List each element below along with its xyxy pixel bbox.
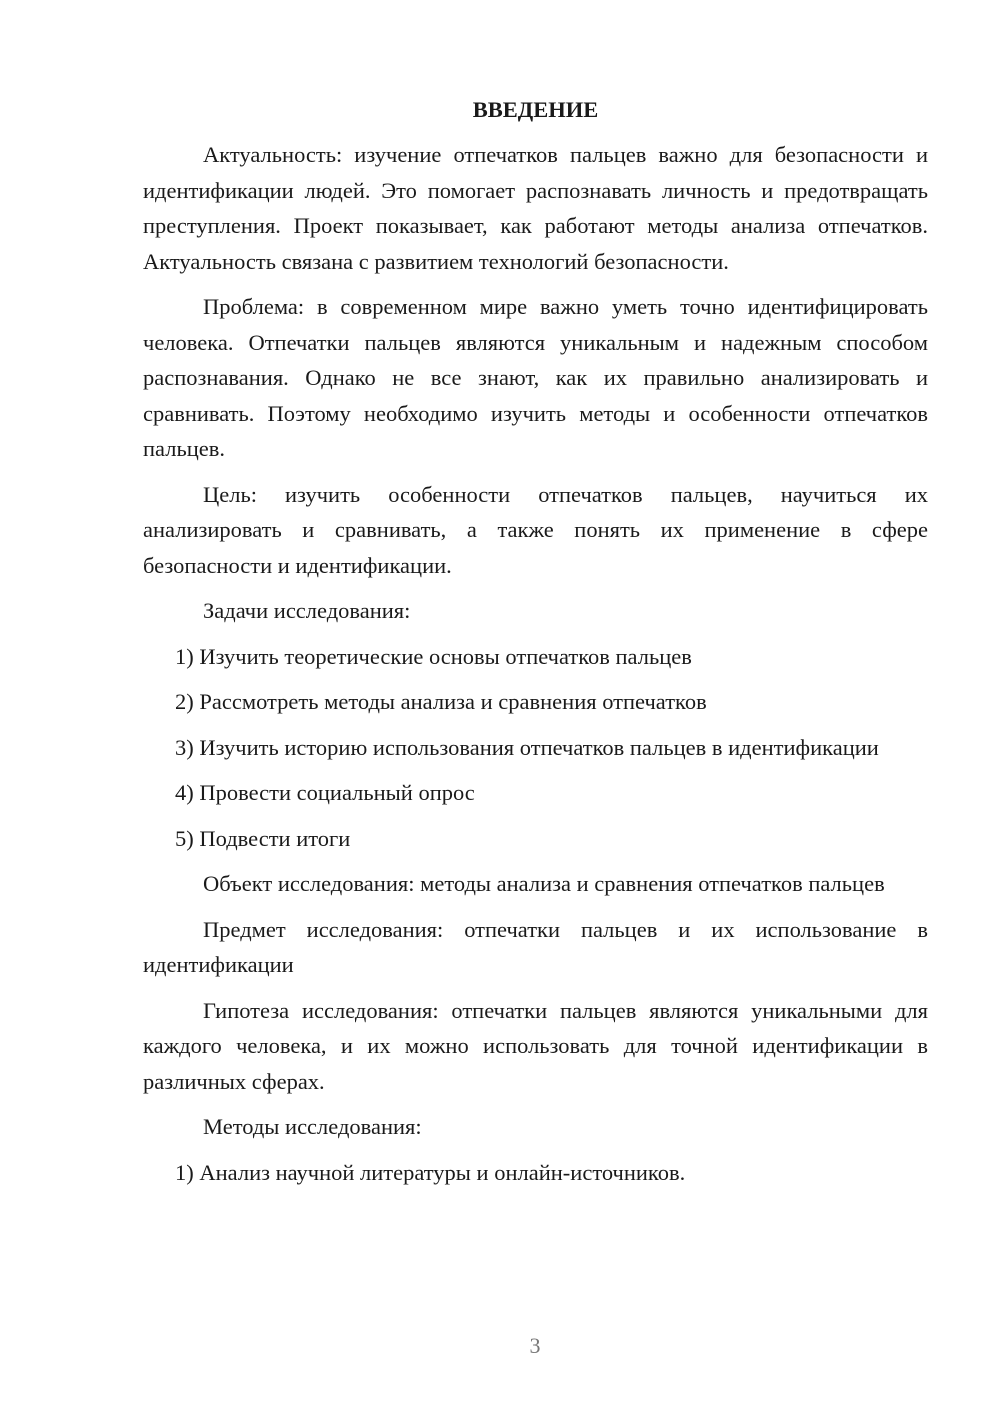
hypothesis-paragraph: Гипотеза исследования: отпечатки пальцев являются уникальными для каждого человека, и их можно использовать для точной идентификации в различных сферах. (143, 997, 928, 1094)
problem-paragraph: Проблема: в современном мире важно уметь точно идентифицировать человека. Отпечатки пальцев являются уникальным и надежным способом распознавания. Однако не все знают, как их правильно анализировать и сравнивать. Поэтому необходимо изучить методы и особенности отпечатков пальцев. (143, 294, 928, 461)
method-item-1: 1) Анализ научной литературы и онлайн-источников. (175, 1159, 686, 1185)
goal-paragraph: Цель: изучить особенности отпечатков пальцев, научиться их анализировать и сравнивать, а также понять их применение в сфере безопасности и идентификации. (143, 481, 928, 578)
methods-heading: Методы исследования: (203, 1114, 422, 1139)
task-item-5: 5) Подвести итоги (175, 825, 351, 851)
subject-paragraph: Предмет исследования: отпечатки пальцев и их использование в идентификации (143, 916, 928, 977)
relevance-paragraph: Актуальность: изучение отпечатков пальцев важно для безопасности и идентификации людей. Это помогает распознавать личность и предотвращать преступления. Проект показывает, как работают методы анализа отпечатков. Актуальность связана с развитием технологий безопасности. (143, 142, 928, 274)
task-item-4: 4) Провести социальный опрос (175, 780, 475, 805)
page-content (143, 92, 928, 1200)
task-item-2: 2) Рассмотреть методы анализа и сравнения отпечатков (175, 689, 707, 714)
tasks-heading: Задачи исследования: (203, 598, 411, 623)
task-item-1: 1) Изучить теоретические основы отпечатков пальцев (175, 643, 692, 669)
task-item-3: 3) Изучить историю использования отпечатков пальцев в идентификации (175, 734, 879, 760)
page-number: 3 (529, 1333, 541, 1358)
object-paragraph: Объект исследования: методы анализа и сравнения отпечатков пальцев (203, 871, 885, 896)
page-title: ВВЕДЕНИЕ (472, 97, 599, 122)
